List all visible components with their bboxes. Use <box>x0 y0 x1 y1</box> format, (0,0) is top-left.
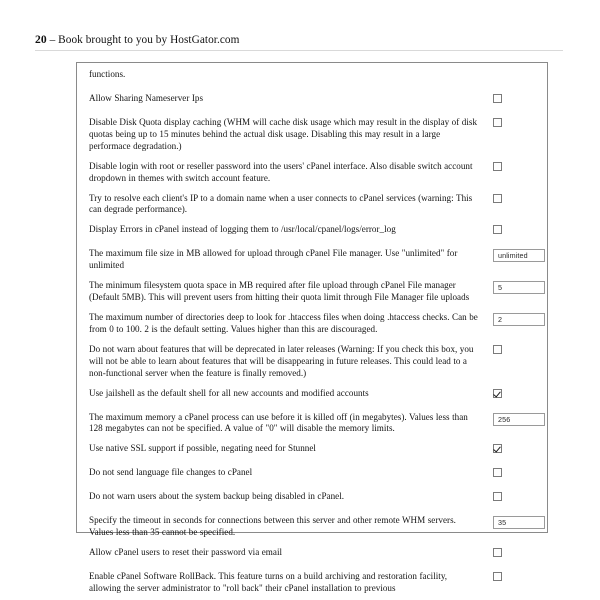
setting-text-input[interactable]: 256 <box>493 413 545 426</box>
setting-description: Display Errors in cPanel instead of logging them to /usr/local/cpanel/logs/error_log <box>89 224 396 235</box>
setting-control-cell <box>481 443 537 453</box>
setting-control-cell <box>481 161 537 171</box>
settings-row <box>77 193 547 217</box>
setting-checkbox[interactable] <box>493 162 502 171</box>
settings-row <box>77 491 547 507</box>
setting-description: Do not send language file changes to cPanel <box>89 467 253 478</box>
setting-description: Try to resolve each client's IP to a domain name when a user connects to cPanel services (warning: This can degrade performance). <box>89 192 473 215</box>
settings-row <box>77 312 547 336</box>
setting-control-cell <box>481 224 537 234</box>
setting-checkbox-checked[interactable] <box>493 444 502 453</box>
setting-description: Do not warn users about the system backup being disabled in cPanel. <box>89 491 345 502</box>
settings-row <box>77 547 547 563</box>
setting-checkbox[interactable] <box>493 572 502 581</box>
setting-control-cell <box>481 193 537 203</box>
settings-row <box>77 443 547 459</box>
setting-control-cell <box>481 280 545 294</box>
setting-checkbox[interactable] <box>493 225 502 234</box>
settings-row <box>77 515 547 539</box>
settings-row <box>77 412 547 436</box>
setting-description: The maximum number of directories deep to look for .htaccess files when doing .htaccess checks. Can be from 0 to 100. 2 is the default setting. Values higher than this are discouraged. <box>89 311 478 334</box>
setting-text-input[interactable]: unlimited <box>493 249 545 262</box>
setting-checkbox[interactable] <box>493 194 502 203</box>
setting-control-cell <box>481 93 537 103</box>
setting-description: Do not warn about features that will be deprecated in later releases (Warning: If you check this box, you will not be able to learn about features that will be disappearing in future releases. This could lead to a non-functional server when the feature is finally removed.) <box>89 343 474 378</box>
setting-control-cell <box>481 248 545 262</box>
setting-control-cell <box>481 412 545 426</box>
setting-text-input[interactable]: 2 <box>493 313 545 326</box>
whm-tweak-settings-screenshot <box>76 62 548 594</box>
setting-control-cell <box>481 515 545 529</box>
setting-description: The minimum filesystem quota space in MB required after file upload through cPanel File manager (Default 5MB). This will prevent users from hitting their quota limit through File Manager file uploads <box>89 280 470 303</box>
setting-control-cell <box>481 388 537 398</box>
running-header <box>35 33 565 47</box>
setting-description: The maximum memory a cPanel process can use before it is killed off (in megabytes). Values less than 128 megabytes can not be specified. A value of "0" will disable the memory limits. <box>89 411 468 434</box>
header-dash: – <box>49 34 56 46</box>
setting-description: Disable Disk Quota display caching (WHM will cache disk usage which may result in the display of disk quotas being up to 15 minutes behind the actual disk usage. Disabling this may result in a large performace degradation.) <box>89 117 478 151</box>
setting-control-cell <box>481 491 537 501</box>
setting-description: Specify the timeout in seconds for connections between this server and other remote WHM servers. Values less than 35 cannot be specified. <box>89 515 456 538</box>
settings-row <box>77 467 547 483</box>
settings-row <box>77 161 547 185</box>
setting-checkbox[interactable] <box>493 118 502 127</box>
setting-description: The maximum file size in MB allowed for upload through cPanel File manager. Use "unlimited" for unlimited <box>89 248 458 271</box>
setting-text-input[interactable]: 35 <box>493 516 545 529</box>
settings-row-list <box>77 63 547 595</box>
setting-checkbox[interactable] <box>493 345 502 354</box>
setting-description: Disable login with root or reseller password into the users' cPanel interface. Also disable switch account dropdown in themes with switch account feature. <box>89 160 473 183</box>
setting-text-input[interactable]: 5 <box>493 281 545 294</box>
setting-control-cell <box>481 344 537 354</box>
setting-control-cell <box>481 547 537 557</box>
settings-row <box>77 571 547 595</box>
settings-row <box>77 93 547 109</box>
settings-row <box>77 344 547 380</box>
settings-row <box>77 69 547 85</box>
setting-description: Allow Sharing Nameserver Ips <box>89 93 204 103</box>
header-divider <box>35 50 563 51</box>
header-text: Book brought to you by HostGator.com <box>58 34 240 46</box>
settings-row <box>77 224 547 240</box>
setting-description: Allow cPanel users to reset their password via email <box>89 547 283 558</box>
setting-checkbox-checked[interactable] <box>493 389 502 398</box>
setting-description: functions. <box>89 69 126 79</box>
setting-control-cell <box>481 571 537 581</box>
setting-control-cell <box>481 69 537 70</box>
settings-row <box>77 280 547 304</box>
setting-description: Use jailshell as the default shell for all new accounts and modified accounts <box>89 387 369 398</box>
setting-control-cell <box>481 467 537 477</box>
setting-description: Enable cPanel Software RollBack. This feature turns on a build archiving and restoration facility, allowing the server administrator to "roll back" their cPanel installation to previous <box>89 571 448 594</box>
setting-checkbox[interactable] <box>493 492 502 501</box>
setting-description: Use native SSL support if possible, negating need for Stunnel <box>89 443 316 454</box>
setting-checkbox[interactable] <box>493 468 502 477</box>
page-number: 20 <box>35 33 47 46</box>
setting-checkbox[interactable] <box>493 94 502 103</box>
setting-checkbox[interactable] <box>493 548 502 557</box>
setting-control-cell <box>481 312 545 326</box>
settings-row <box>77 388 547 404</box>
settings-row <box>77 248 547 272</box>
setting-control-cell <box>481 117 537 127</box>
settings-row <box>77 117 547 153</box>
